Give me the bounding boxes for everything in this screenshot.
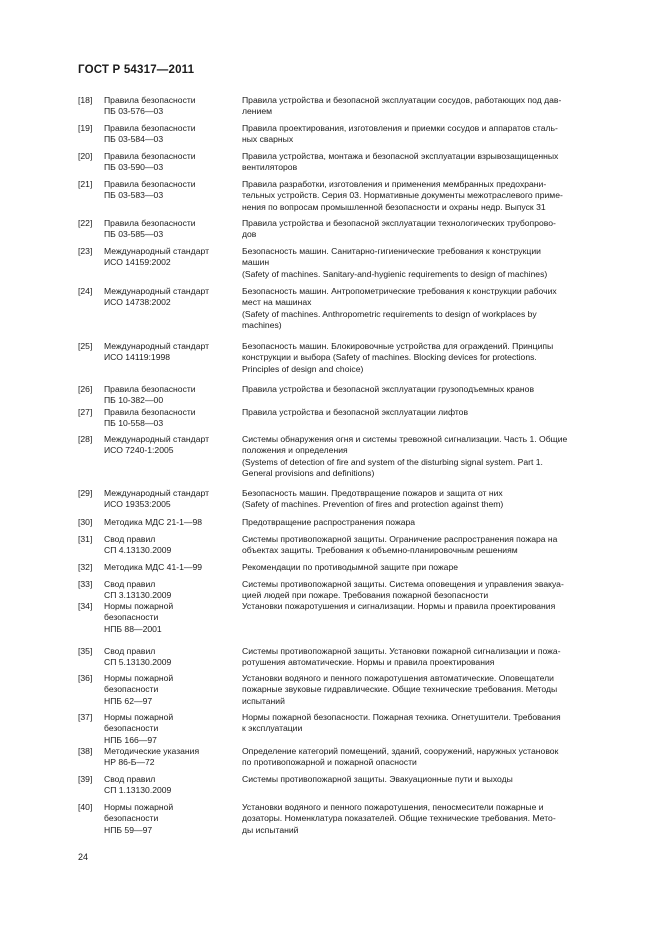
reference-title: [242, 673, 618, 707]
reference-title: [242, 246, 618, 280]
reference-title: [242, 434, 618, 480]
reference-title: [242, 179, 618, 213]
reference-number: [38]: [78, 746, 93, 756]
reference-source: [102, 601, 242, 635]
reference-entry: [78, 746, 618, 769]
reference-source: [102, 517, 242, 528]
reference-title: [242, 774, 618, 797]
reference-title-line: (Safety of machines. Prevention of fires and protection against them): [242, 499, 504, 510]
reference-source-line: Правила безопасности: [104, 218, 196, 228]
reference-title-line: испытаний: [242, 695, 285, 706]
reference-title: [242, 123, 618, 146]
reference-title: [242, 286, 618, 332]
reference-source: [102, 746, 242, 769]
reference-entry: [78, 673, 618, 707]
reference-source-line: Нормы пожарной: [104, 673, 174, 683]
reference-source-line: Правила безопасности: [104, 384, 196, 394]
reference-title-line: мест на машинах: [242, 297, 312, 308]
reference-title-line: пожарные звуковые гидравлические. Общие технические требования. Методы: [242, 684, 558, 695]
reference-entry: [78, 534, 618, 557]
reference-source-line: Правила безопасности: [104, 151, 196, 161]
reference-source-line: СП 5.13130.2009: [104, 657, 172, 668]
reference-entry: [78, 179, 618, 213]
reference-source: [102, 218, 242, 241]
reference-source-line: Нормы пожарной: [104, 601, 174, 611]
reference-entry: [78, 286, 618, 332]
reference-title-line: ротушения автоматические. Нормы и правила проектирования: [242, 657, 495, 668]
reference-source-line: Международный стандарт: [104, 246, 210, 256]
reference-entry: [78, 579, 618, 602]
reference-entry: [78, 95, 618, 118]
reference-title-line: Безопасность машин. Блокировочные устройства для ограждений. Принципы: [242, 341, 554, 351]
reference-source-line: ПБ 10-558—03: [104, 418, 164, 429]
reference-source-line: НПБ 62—97: [104, 695, 153, 706]
reference-source-line: ИСО 14738:2002: [104, 297, 171, 308]
reference-title-line: вентиляторов: [242, 162, 298, 173]
reference-title-line: дов: [242, 229, 257, 240]
reference-source: [102, 151, 242, 174]
reference-number: [23]: [78, 246, 93, 256]
reference-title: [242, 151, 618, 174]
reference-source-line: Свод правил: [104, 646, 156, 656]
reference-title-line: Системы противопожарной защиты. Ограничение распространения пожара на: [242, 534, 558, 544]
reference-title: [242, 488, 618, 511]
reference-source: [102, 774, 242, 797]
reference-source-line: Свод правил: [104, 534, 156, 544]
reference-source-line: НР 86-Б—72: [104, 757, 155, 768]
reference-source: [102, 712, 242, 746]
reference-entry: [78, 646, 618, 669]
reference-title-line: Правила устройства и безопасной эксплуатации грузоподъемных кранов: [242, 384, 535, 394]
reference-title-line: Правила устройства и безопасной эксплуатации лифтов: [242, 407, 469, 417]
reference-source: [102, 562, 242, 573]
reference-title-line: Правила устройства и безопасной эксплуатации технологических трубопрово-: [242, 218, 556, 228]
reference-source-line: безопасности: [104, 813, 159, 824]
reference-title-line: (Safety of machines. Sanitary-and-hygienic requirements to design of machines): [242, 268, 548, 279]
reference-title-line: Определение категорий помещений, зданий, сооружений, наружных установок: [242, 746, 559, 756]
reference-source: [102, 341, 242, 375]
reference-entry: [78, 562, 618, 573]
reference-number: [26]: [78, 384, 93, 394]
reference-source-line: ИСО 14159:2002: [104, 257, 171, 268]
reference-source: [102, 673, 242, 707]
reference-number: [28]: [78, 434, 93, 444]
reference-number: [27]: [78, 407, 93, 417]
reference-title-line: Правила устройства, монтажа и безопасной эксплуатации взрывозащищенных: [242, 151, 559, 161]
reference-source-line: НПБ 59—97: [104, 824, 153, 835]
reference-title: [242, 646, 618, 669]
reference-number: [24]: [78, 286, 93, 296]
reference-title: [242, 534, 618, 557]
reference-source-line: Методика МДС 41-1—99: [104, 562, 203, 572]
reference-number: [21]: [78, 179, 93, 189]
reference-source-line: ПБ 03-590—03: [104, 162, 164, 173]
reference-source-line: ПБ 03-576—03: [104, 106, 164, 117]
reference-number: [39]: [78, 774, 93, 784]
reference-source: [102, 286, 242, 332]
reference-entry: [78, 601, 618, 635]
page-number: 24: [78, 852, 89, 862]
reference-source: [102, 646, 242, 669]
reference-source-line: Свод правил: [104, 774, 156, 784]
reference-source-line: ИСО 19353:2005: [104, 499, 171, 510]
reference-title-line: Правила проектирования, изготовления и приемки сосудов и аппаратов сталь-: [242, 123, 558, 133]
reference-source: [102, 579, 242, 602]
reference-title: [242, 407, 618, 430]
reference-title-line: (Safety of machines. Anthropometric requirements to design of workplaces by: [242, 308, 537, 319]
reference-entry: [78, 774, 618, 797]
reference-title: [242, 601, 618, 635]
reference-source: [102, 246, 242, 280]
reference-number: [34]: [78, 601, 93, 611]
reference-source-line: Свод правил: [104, 579, 156, 589]
reference-title-line: ды испытаний: [242, 824, 299, 835]
reference-number: [29]: [78, 488, 93, 498]
reference-title-line: Безопасность машин. Предотвращение пожаров и защита от них: [242, 488, 503, 498]
reference-title-line: General provisions and definitions): [242, 468, 375, 479]
reference-source-line: СП 3.13130.2009: [104, 590, 172, 601]
reference-source-line: НПБ 88—2001: [104, 623, 162, 634]
reference-title-line: лением: [242, 106, 273, 117]
reference-number: [31]: [78, 534, 93, 544]
reference-source: [102, 95, 242, 118]
reference-source: [102, 802, 242, 836]
reference-title-line: Нормы пожарной безопасности. Пожарная техника. Огнетушители. Требования: [242, 712, 561, 722]
reference-title: [242, 341, 618, 375]
reference-source: [102, 179, 242, 213]
reference-source: [102, 123, 242, 146]
reference-source: [102, 534, 242, 557]
reference-entry: [78, 802, 618, 836]
reference-source-line: СП 1.13130.2009: [104, 785, 172, 796]
reference-title-line: (Systems of detection of fire and system of the disturbing signal system. Part 1.: [242, 456, 543, 467]
reference-number: [33]: [78, 579, 93, 589]
reference-source-line: безопасности: [104, 684, 159, 695]
reference-source-line: Правила безопасности: [104, 95, 196, 105]
reference-source-line: НПБ 166—97: [104, 734, 157, 745]
reference-entry: [78, 151, 618, 174]
reference-source-line: Правила безопасности: [104, 407, 196, 417]
reference-title-line: цией людей при пожаре. Требования пожарной безопасности: [242, 590, 489, 601]
reference-title-line: дозаторы. Номенклатура показателей. Общие технические требования. Мето-: [242, 813, 556, 824]
reference-entry: [78, 246, 618, 280]
reference-title-line: Рекомендации по противодымной защите при пожаре: [242, 562, 459, 572]
reference-title-line: Системы противопожарной защиты. Система оповещения и управления эвакуа-: [242, 579, 564, 589]
reference-title-line: Правила разработки, изготовления и применения мембранных предохрани-: [242, 179, 547, 189]
reference-source-line: Методические указания: [104, 746, 200, 756]
reference-title: [242, 384, 618, 407]
reference-number: [32]: [78, 562, 93, 572]
reference-source-line: ПБ 03-584—03: [104, 134, 164, 145]
reference-source-line: ИСО 7240-1:2005: [104, 445, 174, 456]
reference-source-line: ПБ 10-382—00: [104, 395, 164, 406]
reference-number: [30]: [78, 517, 93, 527]
reference-entry: [78, 341, 618, 375]
reference-number: [20]: [78, 151, 93, 161]
reference-source-line: безопасности: [104, 612, 159, 623]
reference-number: [22]: [78, 218, 93, 228]
reference-title-line: Principles of design and choice): [242, 363, 364, 374]
reference-title-line: к эксплуатации: [242, 723, 303, 734]
reference-title: [242, 95, 618, 118]
reference-title-line: Правила устройства и безопасной эксплуатации сосудов, работающих под дав-: [242, 95, 562, 105]
reference-source: [102, 407, 242, 430]
reference-source-line: ПБ 03-585—03: [104, 229, 164, 240]
reference-title: [242, 802, 618, 836]
reference-title-line: тельных устройств. Серия 03. Нормативные документы межотраслевого приме-: [242, 190, 563, 201]
reference-title-line: ных сварных: [242, 134, 294, 145]
reference-source-line: Правила безопасности: [104, 179, 196, 189]
reference-title: [242, 218, 618, 241]
reference-source-line: Международный стандарт: [104, 434, 210, 444]
reference-entry: [78, 712, 618, 746]
reference-entry: [78, 218, 618, 241]
reference-title-line: Безопасность машин. Антропометрические требования к конструкции рабочих: [242, 286, 557, 296]
reference-title-line: Установки пожаротушения и сигнализации. Нормы и правила проектирования: [242, 601, 556, 611]
reference-title-line: machines): [242, 320, 282, 331]
reference-source: [102, 488, 242, 511]
reference-entry: [78, 434, 618, 480]
reference-entry: [78, 517, 618, 528]
reference-title: [242, 562, 618, 573]
reference-number: [18]: [78, 95, 93, 105]
reference-title-line: Системы противопожарной защиты. Эвакуационные пути и выходы: [242, 774, 513, 784]
reference-number: [19]: [78, 123, 93, 133]
reference-title-line: Безопасность машин. Санитарно-гигиенические требования к конструкции: [242, 246, 541, 256]
reference-title-line: Установки водяного и пенного пожаротушения, пеносмесители пожарные и: [242, 802, 544, 812]
reference-number: [36]: [78, 673, 93, 683]
reference-title: [242, 712, 618, 746]
reference-source: [102, 384, 242, 407]
reference-source-line: ПБ 03-583—03: [104, 190, 164, 201]
reference-source-line: Методика МДС 21-1—98: [104, 517, 203, 527]
reference-title-line: Предотвращение распространения пожара: [242, 517, 416, 527]
document-header: ГОСТ Р 54317—2011: [78, 64, 195, 76]
reference-source-line: Международный стандарт: [104, 286, 210, 296]
reference-title-line: Установки водяного и пенного пожаротушения автоматические. Оповещатели: [242, 673, 554, 683]
reference-title-line: положения и определения: [242, 445, 348, 456]
reference-title-line: Системы обнаружения огня и системы тревожной сигнализации. Часть 1. Общие: [242, 434, 568, 444]
reference-source: [102, 434, 242, 480]
reference-number: [35]: [78, 646, 93, 656]
reference-entry: [78, 407, 618, 430]
reference-title-line: по противопожарной и пожарной опасности: [242, 757, 417, 768]
reference-source-line: Правила безопасности: [104, 123, 196, 133]
reference-title-line: нения по вопросам промышленной безопасности и охраны недр. Выпуск 31: [242, 201, 546, 212]
reference-entry: [78, 488, 618, 511]
reference-source-line: Нормы пожарной: [104, 802, 174, 812]
reference-source-line: СП 4.13130.2009: [104, 545, 172, 556]
reference-title: [242, 517, 618, 528]
reference-title: [242, 746, 618, 769]
reference-source-line: Международный стандарт: [104, 488, 210, 498]
reference-source-line: ИСО 14119:1998: [104, 352, 171, 363]
reference-title-line: машин: [242, 257, 270, 268]
reference-source-line: Нормы пожарной: [104, 712, 174, 722]
reference-number: [40]: [78, 802, 93, 812]
reference-entry: [78, 384, 618, 407]
reference-source-line: безопасности: [104, 723, 159, 734]
reference-entry: [78, 123, 618, 146]
reference-number: [25]: [78, 341, 93, 351]
reference-title-line: Системы противопожарной защиты. Установки пожарной сигнализации и пожа-: [242, 646, 561, 656]
reference-title: [242, 579, 618, 602]
reference-title-line: объектах защиты. Требования к объемно-планировочным решениям: [242, 545, 518, 556]
reference-title-line: конструкции и выбора (Safety of machines. Blocking devices for protections.: [242, 352, 537, 363]
reference-number: [37]: [78, 712, 93, 722]
reference-source-line: Международный стандарт: [104, 341, 210, 351]
